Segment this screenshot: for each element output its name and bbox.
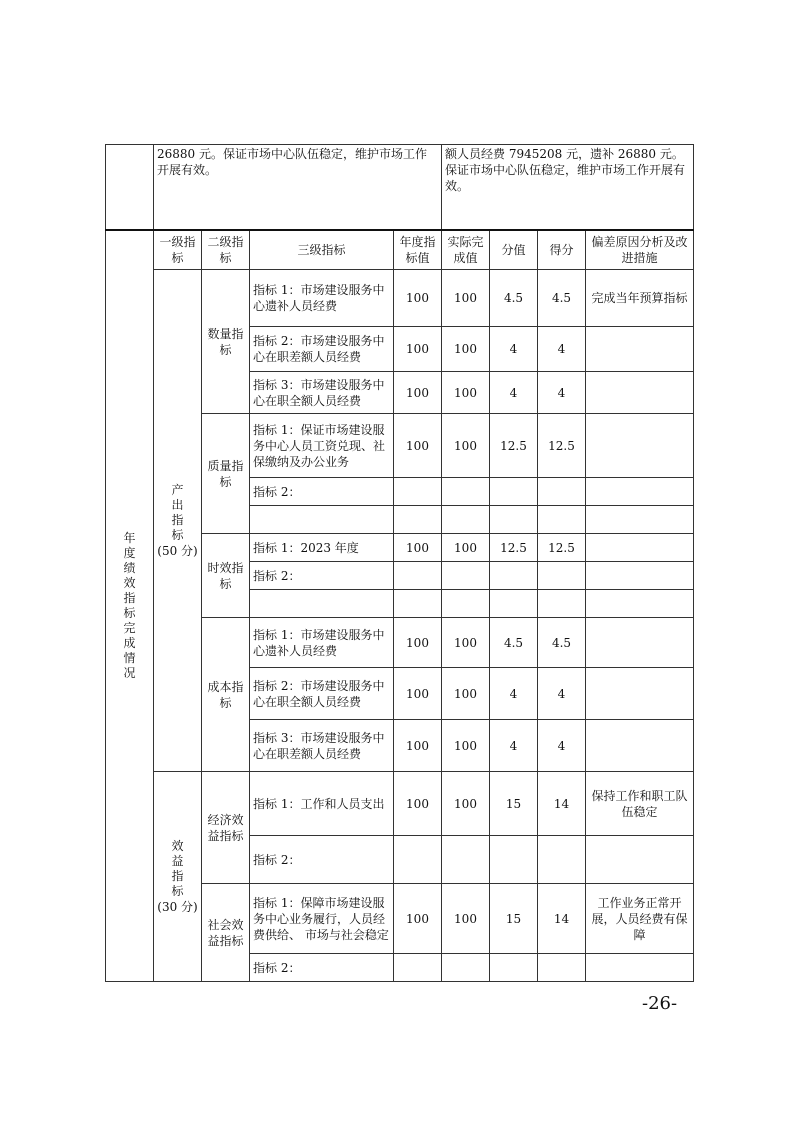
analysis-text	[586, 954, 694, 982]
quantity-label: 数量指标	[202, 270, 250, 414]
analysis-text: 保持工作和职工队伍稳定	[586, 772, 694, 836]
table-row	[106, 772, 694, 836]
weight-value	[490, 562, 538, 590]
actual-value	[442, 562, 490, 590]
output-points: (50 分)	[157, 543, 198, 558]
benefit-label: 效益指标	[171, 838, 184, 898]
score-value: 4	[538, 327, 586, 372]
score-value: 4.5	[538, 270, 586, 327]
actual-value: 100	[442, 720, 490, 772]
indicator-name: 指标 2：	[250, 836, 394, 884]
analysis-text	[586, 414, 694, 478]
target-value: 100	[394, 270, 442, 327]
analysis-text	[586, 836, 694, 884]
analysis-text	[586, 327, 694, 372]
weight-value: 12.5	[490, 534, 538, 562]
score-value	[538, 506, 586, 534]
actual-value: 100	[442, 884, 490, 954]
score-value	[538, 478, 586, 506]
score-value	[538, 562, 586, 590]
target-value	[394, 478, 442, 506]
score-value	[538, 836, 586, 884]
performance-table	[105, 144, 694, 982]
analysis-text: 工作业务正常开展，人员经费有保障	[586, 884, 694, 954]
actual-value	[442, 478, 490, 506]
analysis-text	[586, 668, 694, 720]
analysis-text	[586, 590, 694, 618]
header-analysis: 偏差原因分析及改进措施	[586, 230, 694, 270]
score-value: 14	[538, 772, 586, 836]
page-number: -26-	[642, 993, 678, 1014]
summary-row	[106, 145, 694, 230]
header-row	[106, 230, 694, 270]
benefit-label-cell	[154, 772, 202, 982]
target-value	[394, 836, 442, 884]
indicator-name: 指标 3：市场建设服务中心在职差额人员经费	[250, 720, 394, 772]
actual-value	[442, 590, 490, 618]
analysis-text	[586, 372, 694, 414]
actual-value	[442, 836, 490, 884]
economic-label: 经济效益指标	[202, 772, 250, 884]
analysis-text	[586, 478, 694, 506]
target-value: 100	[394, 534, 442, 562]
section-label-cell	[106, 230, 154, 982]
analysis-text	[586, 562, 694, 590]
target-value: 100	[394, 772, 442, 836]
score-value: 12.5	[538, 414, 586, 478]
score-value: 14	[538, 884, 586, 954]
actual-value: 100	[442, 618, 490, 668]
indicator-name: 指标 3：市场建设服务中心在职全额人员经费	[250, 372, 394, 414]
target-value: 100	[394, 327, 442, 372]
indicator-name	[250, 590, 394, 618]
target-value: 100	[394, 668, 442, 720]
output-label-cell	[154, 270, 202, 772]
indicator-name: 指标 1：保证市场建设服务中心人员工资兑现、社保缴纳及办公业务	[250, 414, 394, 478]
weight-value: 12.5	[490, 414, 538, 478]
indicator-name: 指标 2：	[250, 478, 394, 506]
score-value: 4	[538, 372, 586, 414]
benefit-points: (30 分)	[157, 899, 198, 914]
weight-value	[490, 954, 538, 982]
quality-label: 质量指标	[202, 414, 250, 534]
indicator-name: 指标 2：市场建设服务中心在职全额人员经费	[250, 668, 394, 720]
section-label: 年度绩效指标完成情况	[123, 530, 136, 680]
score-value: 4	[538, 720, 586, 772]
analysis-text	[586, 506, 694, 534]
actual-value: 100	[442, 772, 490, 836]
output-label: 产出指标	[171, 482, 184, 542]
target-value	[394, 590, 442, 618]
indicator-name: 指标 1：市场建设服务中心遗补人员经费	[250, 618, 394, 668]
header-score: 得分	[538, 230, 586, 270]
summary-right-text: 额人员经费 7945208 元，遗补 26880 元。保证市场中心队伍稳定，维护市场工作开展有效。	[442, 145, 694, 230]
weight-value: 15	[490, 884, 538, 954]
analysis-text	[586, 720, 694, 772]
indicator-name: 指标 1：工作和人员支出	[250, 772, 394, 836]
target-value: 100	[394, 884, 442, 954]
header-weight: 分值	[490, 230, 538, 270]
actual-value: 100	[442, 327, 490, 372]
header-level1: 一级指标	[154, 230, 202, 270]
target-value: 100	[394, 372, 442, 414]
target-value	[394, 954, 442, 982]
actual-value: 100	[442, 372, 490, 414]
indicator-name: 指标 1：2023 年度	[250, 534, 394, 562]
weight-value: 4	[490, 327, 538, 372]
header-level3: 三级指标	[250, 230, 394, 270]
summary-label-cell	[106, 145, 154, 230]
header-target: 年度指标值	[394, 230, 442, 270]
timeliness-label: 时效指标	[202, 534, 250, 618]
actual-value: 100	[442, 414, 490, 478]
score-value	[538, 590, 586, 618]
score-value: 4	[538, 668, 586, 720]
actual-value	[442, 506, 490, 534]
weight-value	[490, 836, 538, 884]
header-level2: 二级指标	[202, 230, 250, 270]
indicator-name: 指标 1：保障市场建设服务中心业务履行，人员经费供给、 市场与社会稳定	[250, 884, 394, 954]
target-value: 100	[394, 414, 442, 478]
summary-left-text: 26880 元。保证市场中心队伍稳定，维护市场工作开展有效。	[154, 145, 442, 230]
actual-value: 100	[442, 534, 490, 562]
target-value	[394, 506, 442, 534]
analysis-text	[586, 534, 694, 562]
weight-value: 4	[490, 372, 538, 414]
cost-label: 成本指标	[202, 618, 250, 772]
score-value: 4.5	[538, 618, 586, 668]
weight-value: 15	[490, 772, 538, 836]
target-value: 100	[394, 720, 442, 772]
indicator-name: 指标 2：市场建设服务中心在职差额人员经费	[250, 327, 394, 372]
indicator-name: 指标 2：	[250, 562, 394, 590]
indicator-name	[250, 506, 394, 534]
actual-value: 100	[442, 270, 490, 327]
analysis-text	[586, 618, 694, 668]
indicator-name: 指标 2：	[250, 954, 394, 982]
score-value: 12.5	[538, 534, 586, 562]
score-value	[538, 954, 586, 982]
weight-value: 4.5	[490, 270, 538, 327]
weight-value	[490, 506, 538, 534]
weight-value	[490, 478, 538, 506]
weight-value: 4.5	[490, 618, 538, 668]
table-row	[106, 270, 694, 327]
weight-value	[490, 590, 538, 618]
target-value: 100	[394, 618, 442, 668]
actual-value	[442, 954, 490, 982]
actual-value: 100	[442, 668, 490, 720]
weight-value: 4	[490, 720, 538, 772]
header-actual: 实际完成值	[442, 230, 490, 270]
target-value	[394, 562, 442, 590]
social-label: 社会效益指标	[202, 884, 250, 982]
weight-value: 4	[490, 668, 538, 720]
indicator-name: 指标 1：市场建设服务中心遗补人员经费	[250, 270, 394, 327]
analysis-text: 完成当年预算指标	[586, 270, 694, 327]
